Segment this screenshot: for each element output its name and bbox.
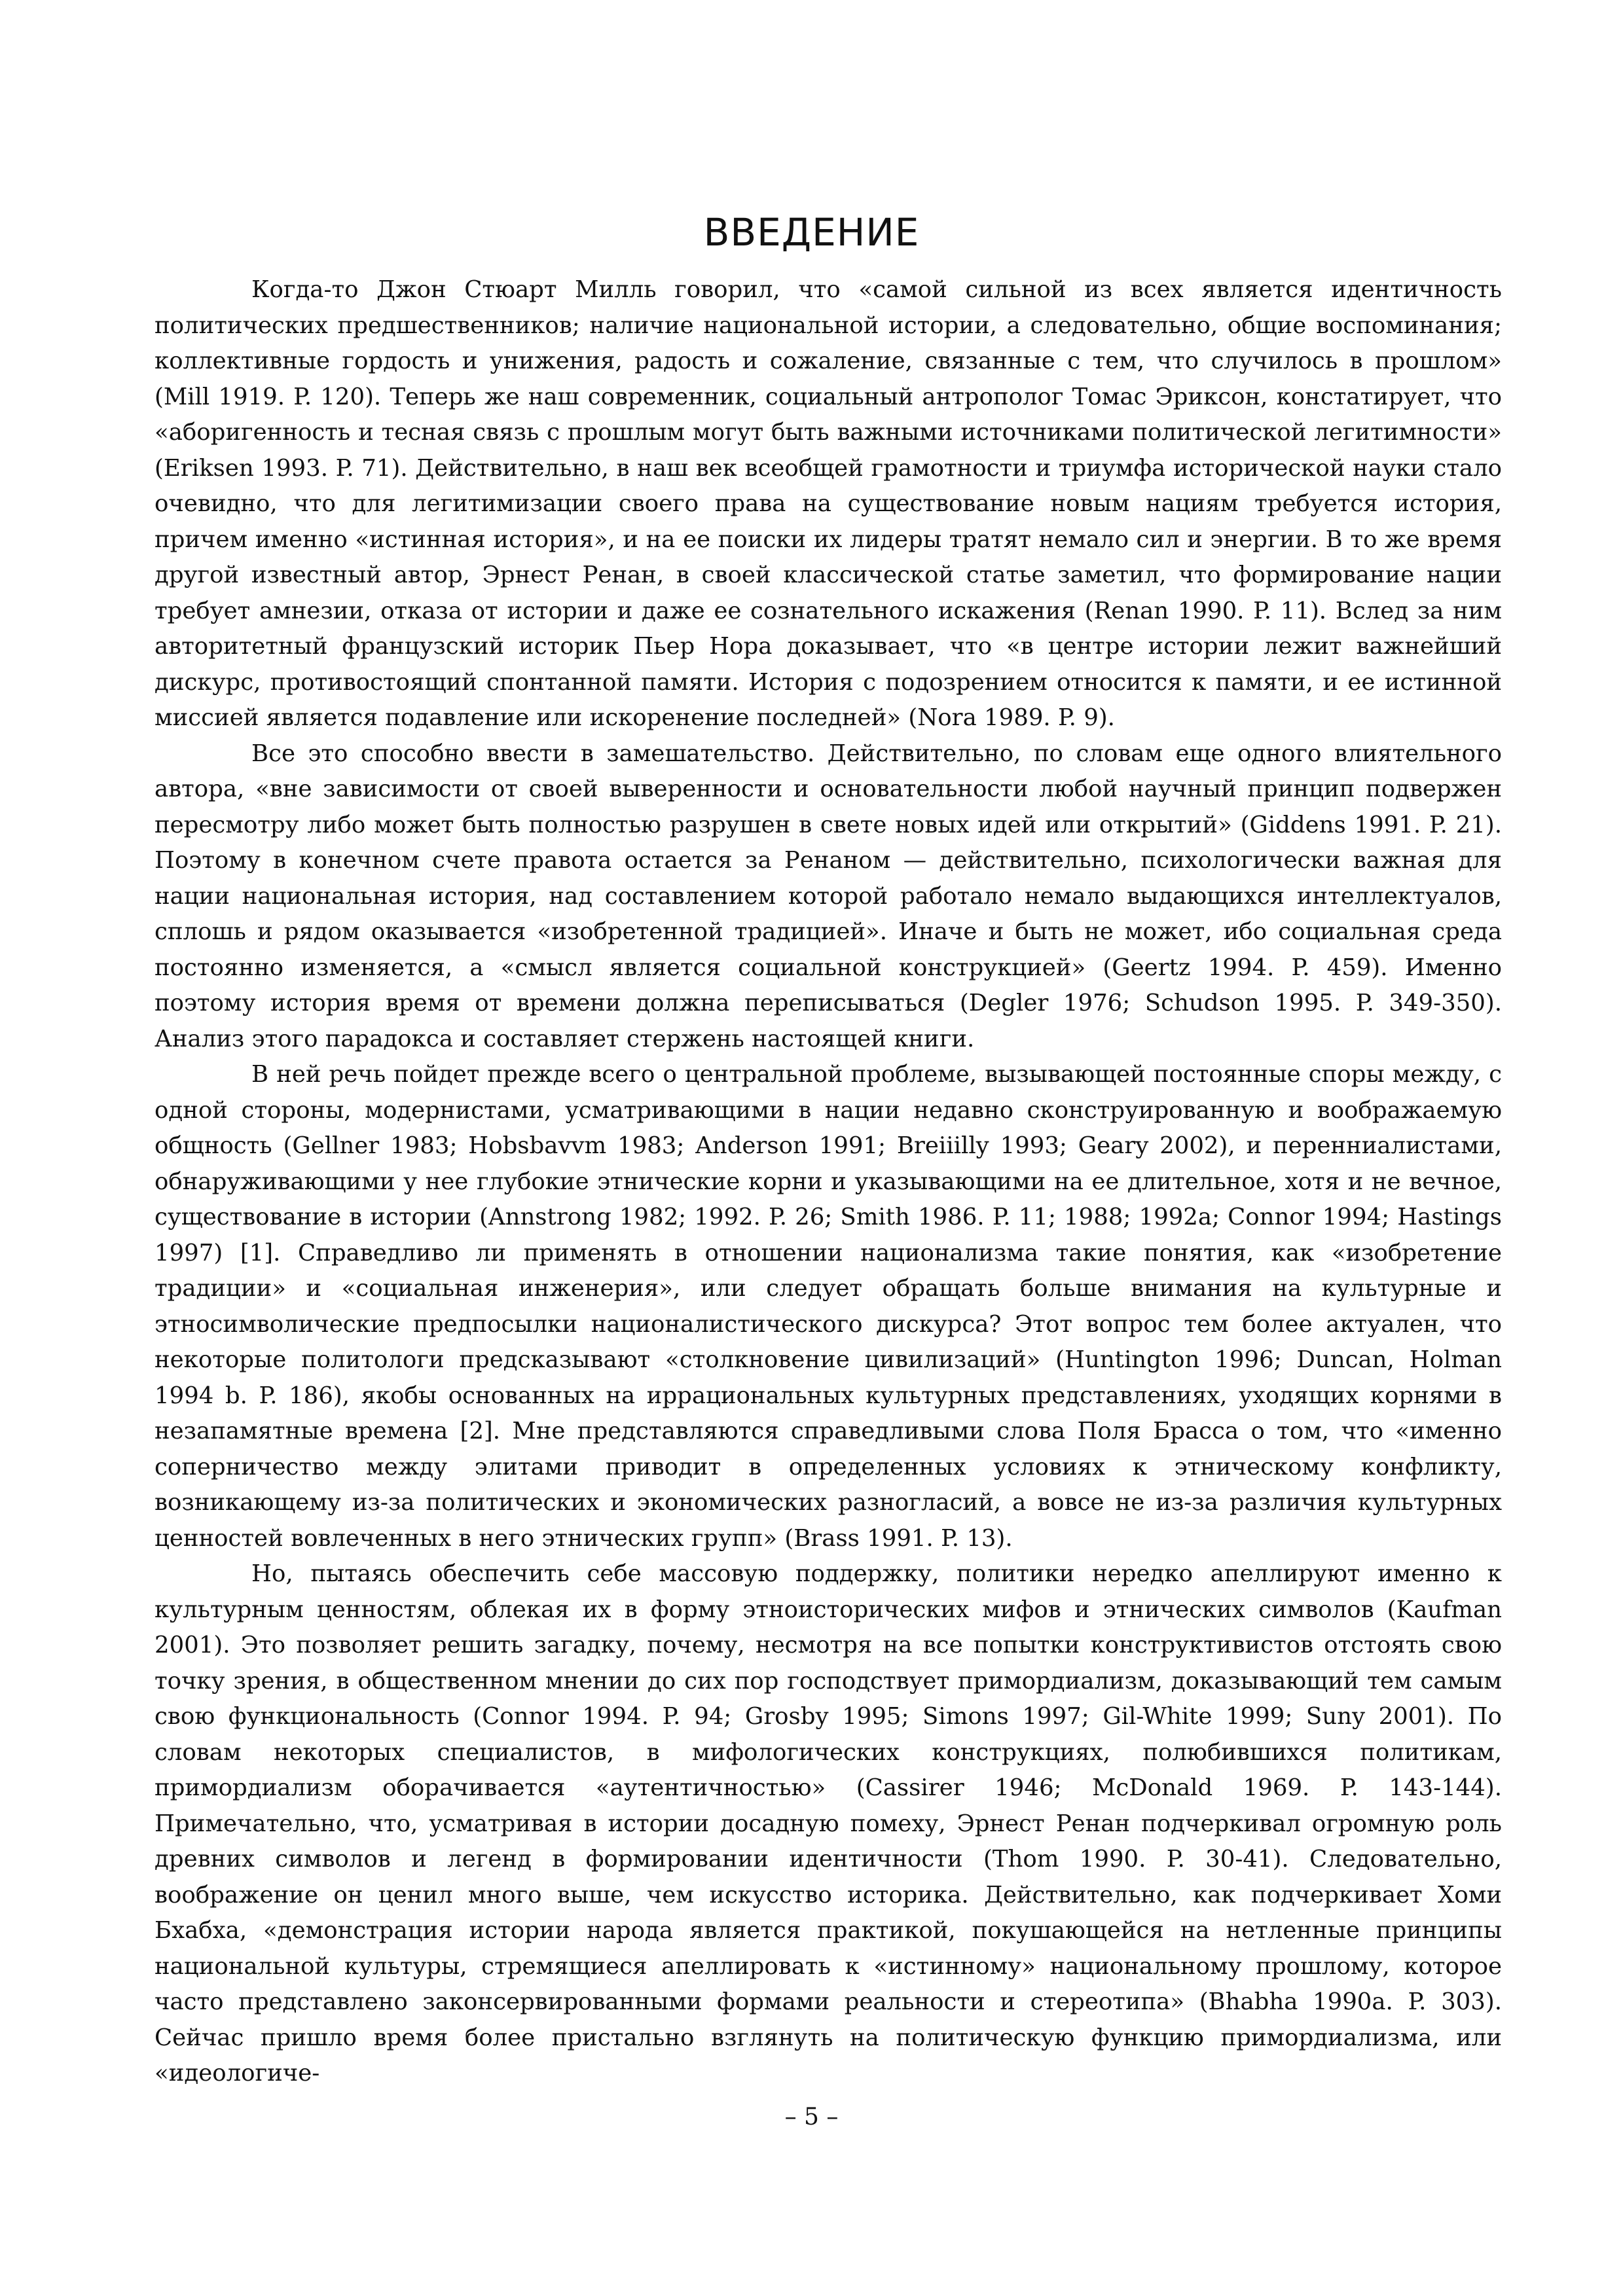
chapter-title: ВВЕДЕНИЕ [703, 210, 920, 255]
page-number: – 5 – [784, 2104, 839, 2130]
paragraph: Все это способно ввести в замешательство. Действительно, по словам еще одного влиятельного автора, «вне зависимости от своей выверенности и основательности любой научный принцип подвержен пересмотру либо может быть полностью разрушен в свете новых идей или открытий» (Giddens 1991. P. 21). Поэтому в конечном счете правота остается за Ренаном — действительно, психологически важная для нации национальная история, над составлением которой работало немало выдающихся интеллектуалов, сплошь и рядом оказывается «изобретенной традицией». Иначе и быть не может, ибо социальная среда постоянно изменяется, а «смысл является социальной конструкцией» (Geertz 1994. P. 459). Именно поэтому история время от времени должна переписываться (Degler 1976; Schudson 1995. P. 349-350). Анализ этого парадокса и составляет стержень настоящей книги. [155, 740, 1502, 1052]
paragraph: В ней речь пойдет прежде всего о центральной проблеме, вызывающей постоянные споры между, с одной стороны, модернистами, усматривающими в нации недавно сконструированную и воображаемую общность (Gellner 1983; Hobsbavvm 1983; Anderson 1991; Breiiilly 1993; Geary 2002), и перенниалистами, обнаруживающими у нее глубокие этнические корни и указывающими на ее длительное, хотя и не вечное, существование в истории (Annstrong 1982; 1992. P. 26; Smith 1986. P. 11; 1988; 1992a; Connor 1994; Hastings 1997) [1]. Справедливо ли применять в отношении национализма такие понятия, как «изобретение традиции» и «социальная инженерия», или следует обращать больше внимания на культурные и этносимволические предпосылки националистического дискурса? Этот вопрос тем более актуален, что некоторые политологи предсказывают «столкновение цивилизаций» (Huntington 1996; Duncan, Holman 1994 b. P. 186), якобы основанных на иррациональных культурных представлениях, уходящих корнями в незапамятные времена [2]. Мне представляются справедливыми слова Поля Брасса о том, что «именно соперничество между элитами приводит в определенных условиях к этническому конфликту, возникающему из-за политических и экономических разногласий, а вовсе не из-за различия культурных ценностей вовлеченных в него этнических групп» (Brass 1991. P. 13). [155, 1061, 1502, 1552]
paragraph: Но, пытаясь обеспечить себе массовую поддержку, политики нередко апеллируют именно к культурным ценностям, облекая их в форму этноисторических мифов и этнических символов (Kaufman 2001). Это позволяет решить загадку, почему, несмотря на все попытки конструктивистов отстоять свою точку зрения, в общественном мнении до сих пор господствует примордиализм, доказывающий тем самым свою функциональность (Connor 1994. P. 94; Grosby 1995; Simons 1997; Gil-White 1999; Suny 2001). По словам некоторых специалистов, в мифологических конструкциях, полюбившихся политикам, примордиализм оборачивается «аутентичностью» (Cassirer 1946; McDonald 1969. P. 143-144). Примечательно, что, усматривая в истории досадную помеху, Эрнест Ренан подчеркивал огромную роль древних символов и легенд в формировании идентичности (Thom 1990. P. 30-41). Следовательно, воображение он ценил много выше, чем искусство историка. Действительно, как подчеркивает Хоми Бхабха, «демонстрация истории народа является практикой, покушающейся на нетленные принципы национальной культуры, стремящиеся апеллировать к «истинному» национальному прошлому, которое часто представлено законсервированными формами реальности и стереотипа» (Bhabha 1990a. P. 303). Сейчас пришло время более пристально взглянуть на политическую функцию примордиализма, или «идеологиче- [155, 1560, 1502, 2087]
body-text [155, 272, 1502, 2092]
paragraph: Когда-то Джон Стюарт Милль говорил, что «самой сильной из всех является идентичность политических предшественников; наличие национальной истории, а следовательно, общие воспоминания; коллективные гордость и унижения, радость и сожаление, связанные с тем, что случилось в прошлом» (Mill 1919. P. 120). Теперь же наш современник, социальный антрополог Томас Эриксон, констатирует, что «аборигенность и тесная связь с прошлым могут быть важными источниками политической легитимности» (Eriksen 1993. P. 71). Действительно, в наш век всеобщей грамотности и триумфа исторической науки стало очевидно, что для легитимизации своего права на существование новым нациям требуется история, причем именно «истинная история», и на ее поиски их лидеры тратят немало сил и энергии. В то же время другой известный автор, Эрнест Ренан, в своей классической статье заметил, что формирование нации требует амнезии, отказа от истории и даже ее сознательного искажения (Renan 1990. P. 11). Вслед за ним авторитетный французский историк Пьер Нора доказывает, что «в центре истории лежит важнейший дискурс, противостоящий спонтанной памяти. История с подозрением относится к памяти, и ее истинной миссией является подавление или искоренение последней» (Nora 1989. P. 9). [155, 276, 1502, 731]
